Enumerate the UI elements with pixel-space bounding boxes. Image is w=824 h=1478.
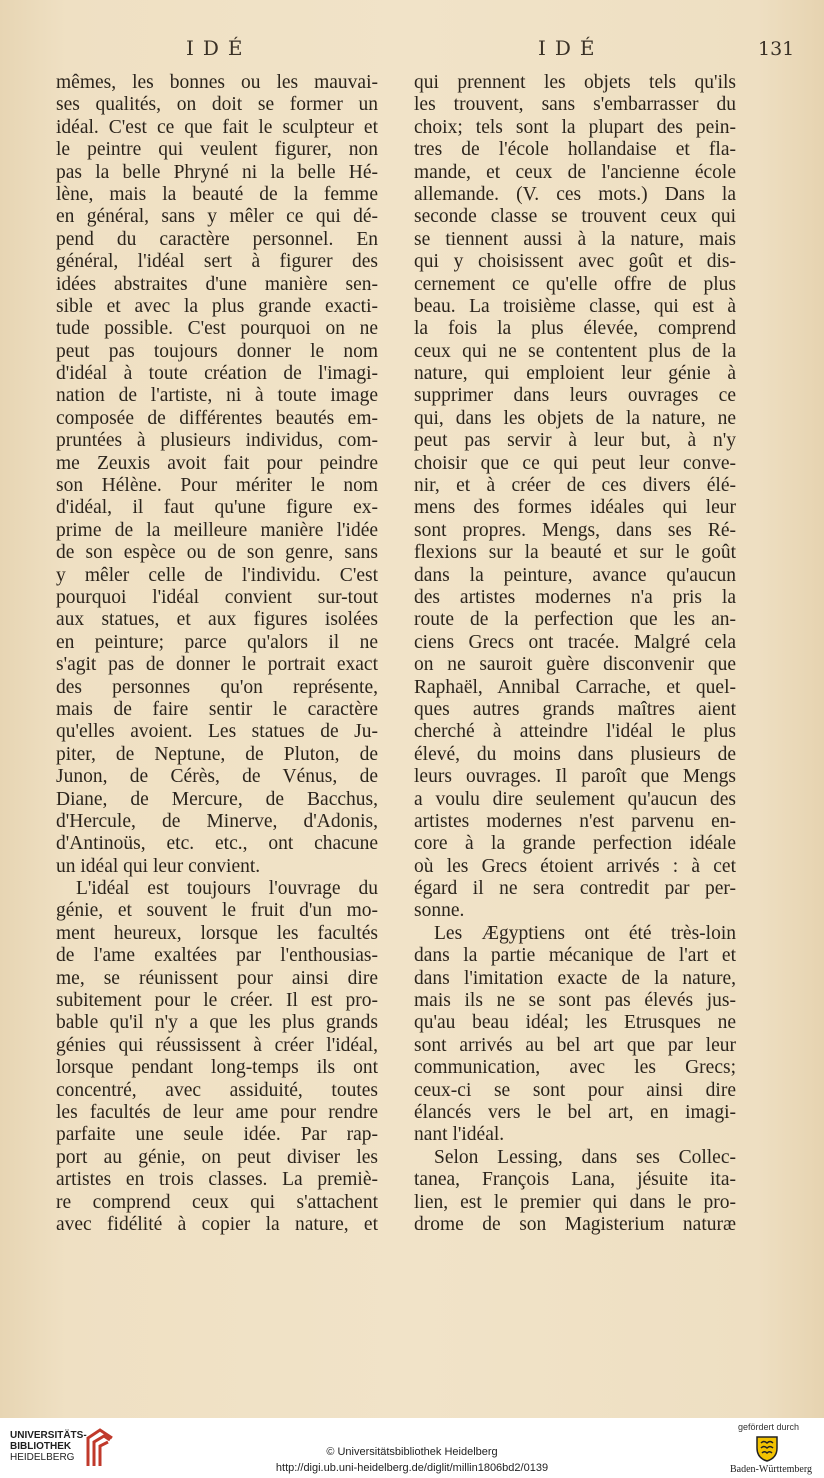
viewer-footer	[0, 1418, 824, 1478]
left-column-line: prime de la meilleure manière l'idée	[56, 519, 378, 541]
right-column-line: la fois la plus élevée, comprend	[414, 318, 736, 340]
library-name-line-2: BIBLIOTHEK	[10, 1441, 72, 1452]
left-column-line: nation de l'artiste, ni à toute image	[56, 385, 378, 407]
left-column-line: d'idéal à toute création de l'imagi-	[56, 363, 378, 385]
right-column-line: choix; tels sont la plupart des pein-	[414, 116, 736, 138]
right-column-line: tanea, François Lana, jésuite ita-	[414, 1169, 736, 1191]
left-column-line: sible et avec la plus grande exacti-	[56, 295, 378, 317]
left-column-line: subitement pour le créer. Il est pro-	[56, 990, 378, 1012]
left-column-line: L'idéal est toujours l'ouvrage du	[76, 878, 378, 900]
left-column-line: parfaite une seule idée. Par rap-	[56, 1124, 378, 1146]
right-column-line: supprimer dans leurs ouvrages ce	[414, 385, 736, 407]
left-column-line: les facultés de leur ame pour rendre	[56, 1101, 378, 1123]
right-column-line: se tiennent aussi à la nature, mais	[414, 228, 736, 250]
right-column-line: qu'au beau idéal; les Etrusques ne	[414, 1012, 736, 1034]
right-column-line: sont arrivés au bel art que par leur	[414, 1034, 736, 1056]
left-column-line: composée de différentes beautés em-	[56, 407, 378, 429]
left-text-column	[56, 72, 378, 1236]
left-column-line: me Zeuxis avoit fait pour peindre	[56, 452, 378, 474]
right-column-line: dans la peinture, avance qu'aucun	[414, 564, 736, 586]
right-column-line: leurs ouvrages. Il paroît que Mengs	[414, 766, 736, 788]
left-column-line: d'Hercule, de Minerve, d'Adonis,	[56, 810, 378, 832]
right-column-line: beau. La troisième classe, qui est à	[414, 295, 736, 317]
permalink-url[interactable]: http://digi.ub.uni-heidelberg.de/diglit/millin1806bd2/0139	[275, 1462, 549, 1474]
left-column-line: d'idéal, il faut qu'une figure ex-	[56, 497, 378, 519]
copyright-notice: © Universitätsbibliothek Heidelberg	[326, 1446, 498, 1458]
left-column-line: me, se réunissent pour ainsi dire	[56, 967, 378, 989]
right-column-line: qui, dans les objets de la nature, ne	[414, 407, 736, 429]
left-column-line: de l'ame exaltées par l'enthousias-	[56, 945, 378, 967]
right-column-line: ceux qui ne se contentent plus de la	[414, 340, 736, 362]
right-column-line: élevé, du moins dans plusieurs de	[414, 743, 736, 765]
right-column-line: on ne sauroit guère disconvenir que	[414, 654, 736, 676]
left-column-line: en peinture; parce qu'alors il ne	[56, 631, 378, 653]
left-column-line: un idéal qui leur convient.	[56, 855, 261, 877]
right-column-line: dans l'imitation exacte de la nature,	[414, 967, 736, 989]
left-column-line: artistes en trois classes. La premiè-	[56, 1169, 378, 1191]
left-column-line: idéal. C'est ce que fait le sculpteur et	[56, 116, 378, 138]
right-column-line: élancés vers le bel art, en imagi-	[414, 1101, 736, 1123]
right-column-line: des artistes modernes n'a pris la	[414, 586, 736, 608]
left-column-line: concentré, avec assiduité, toutes	[56, 1079, 378, 1101]
right-column-line: sont propres. Mengs, dans ses Ré-	[414, 519, 736, 541]
left-column-line: ses qualités, on doit se former un	[56, 94, 378, 116]
right-column-line: lien, est le premier qui dans le pro-	[414, 1191, 736, 1213]
left-column-line: le peintre qui veulent figurer, non	[56, 139, 378, 161]
right-column-line: tres de l'école hollandaise et fla-	[414, 139, 736, 161]
right-column-line: drome de son Magisterium naturæ	[414, 1213, 736, 1235]
left-column-line: idées abstraites d'une manière sen-	[56, 273, 378, 295]
left-column-line: aux statues, et aux figures isolées	[56, 609, 378, 631]
left-column-line: génie, et souvent le fruit d'un mo-	[56, 900, 378, 922]
right-column-line: choisir que ce qui peut leur conve-	[414, 452, 736, 474]
right-column-line: Raphaël, Annibal Carrache, et quel-	[414, 676, 736, 698]
right-column-line: ques autres grands maîtres aient	[414, 698, 736, 720]
right-column-line: sonne.	[414, 900, 465, 922]
right-text-column	[414, 72, 736, 1236]
funded-by-label: gefördert durch	[738, 1422, 800, 1432]
left-column-line: de son espèce ou de son genre, sans	[56, 542, 378, 564]
right-column-line: où les Grecs étoient arrivés : à cet	[414, 855, 736, 877]
right-column-line: Selon Lessing, dans ses Collec-	[434, 1146, 736, 1168]
page-number: 131	[758, 38, 795, 60]
left-column-line: général, l'idéal sert à figurer des	[56, 251, 378, 273]
left-column-line: y mêler celle de l'individu. C'est	[56, 564, 378, 586]
left-column-line: s'agit pas de donner le portrait exact	[56, 654, 378, 676]
right-column-line: égard il ne sera contredit par per-	[414, 878, 736, 900]
right-column-line: mande, et ceux de l'ancienne école	[414, 161, 736, 183]
library-name-line-3: HEIDELBERG	[10, 1452, 75, 1463]
right-column-line: communication, avec les Grecs;	[414, 1057, 736, 1079]
baden-wuerttemberg-seal-icon	[754, 1434, 780, 1462]
left-column-line: des personnes qu'on représente,	[56, 676, 378, 698]
left-column-line: son Hélène. Pour mériter le nom	[56, 475, 378, 497]
right-column-line: nature, qui emploient leur génie à	[414, 363, 736, 385]
left-column-line: mêmes, les bonnes ou les mauvai-	[56, 72, 378, 93]
right-column-line: peut pas servir à leur but, à n'y	[414, 430, 736, 452]
left-column-line: Diane, de Mercure, de Bacchus,	[56, 788, 378, 810]
left-column-line: pas la belle Phryné ni la belle Hé-	[56, 161, 378, 183]
running-head-left: IDÉ	[186, 36, 252, 60]
left-column-line: peut pas toujours donner le nom	[56, 340, 378, 362]
left-column-line: lorsque pendant long-temps ils ont	[56, 1057, 378, 1079]
right-column-line: artistes modernes n'est parvenu en-	[414, 810, 736, 832]
left-column-line: piter, de Neptune, de Pluton, de	[56, 743, 378, 765]
right-column-line: ciens Grecs ont tracée. Malgré cela	[414, 631, 736, 653]
sponsor-name: Baden-Württemberg	[730, 1464, 813, 1475]
left-column-line: port au génie, on peut diviser les	[56, 1146, 378, 1168]
left-column-line: pruntées à plusieurs individus, com-	[56, 430, 378, 452]
right-column-line: Les Ægyptiens ont été très-loin	[434, 922, 736, 944]
left-column-line: mais de faire sentir le caractère	[56, 698, 378, 720]
library-name-line-1: UNIVERSITÄTS-	[10, 1430, 87, 1441]
left-column-line: re comprend ceux qui s'attachent	[56, 1191, 378, 1213]
right-column-line: ceux-ci se sont pour ainsi dire	[414, 1079, 736, 1101]
right-column-line: allemande. (V. ces mots.) Dans la	[414, 183, 736, 205]
left-column-line: en général, sans y mêler ce qui dé-	[56, 206, 378, 228]
left-column-line: pend du caractère personnel. En	[56, 228, 378, 250]
right-column-line: les trouvent, sans s'embarrasser du	[414, 94, 736, 116]
right-column-line: cernement ce qu'elle offre de plus	[414, 273, 736, 295]
left-column-line: ment heureux, lorsque les facultés	[56, 922, 378, 944]
right-column-line: cherché à atteindre l'idéal le plus	[414, 721, 736, 743]
right-column-line: mens des formes idéales qui leur	[414, 497, 736, 519]
right-column-line: flexions sur la beauté et sur le goût	[414, 542, 736, 564]
right-column-line: qui y choisissent avec goût et dis-	[414, 251, 736, 273]
left-column-line: bable qu'il n'y a que les plus grands	[56, 1012, 378, 1034]
left-column-line: pourquoi l'idéal convient sur-tout	[56, 586, 378, 608]
left-column-line: lène, mais la beauté de la femme	[56, 183, 378, 205]
left-column-line: Junon, de Cérès, de Vénus, de	[56, 766, 378, 788]
running-head-right: IDÉ	[538, 36, 604, 60]
right-column-line: nir, et à créer de ces divers élé-	[414, 475, 736, 497]
left-column-line: d'Antinoüs, etc. etc., ont chacune	[56, 833, 378, 855]
right-column-line: seconde classe se trouvent ceux qui	[414, 206, 736, 228]
right-column-line: qui prennent les objets tels qu'ils	[414, 72, 736, 93]
right-column-line: mais ils ne se sont pas élevés jus-	[414, 990, 736, 1012]
right-column-line: nant l'idéal.	[414, 1124, 505, 1146]
right-column-line: route de la perfection que les an-	[414, 609, 736, 631]
left-column-line: tude possible. C'est pourquoi on ne	[56, 318, 378, 340]
left-column-line: qu'elles avoient. Les statues de Ju-	[56, 721, 378, 743]
right-column-line: core à la grande perfection idéale	[414, 833, 736, 855]
right-column-line: dans la partie mécanique de l'art et	[414, 945, 736, 967]
left-column-line: avec fidélité à copier la nature, et	[56, 1213, 378, 1235]
left-column-line: génies qui réussissent à créer l'idéal,	[56, 1034, 378, 1056]
right-column-line: a voulu dire seulement qu'aucun des	[414, 788, 736, 810]
